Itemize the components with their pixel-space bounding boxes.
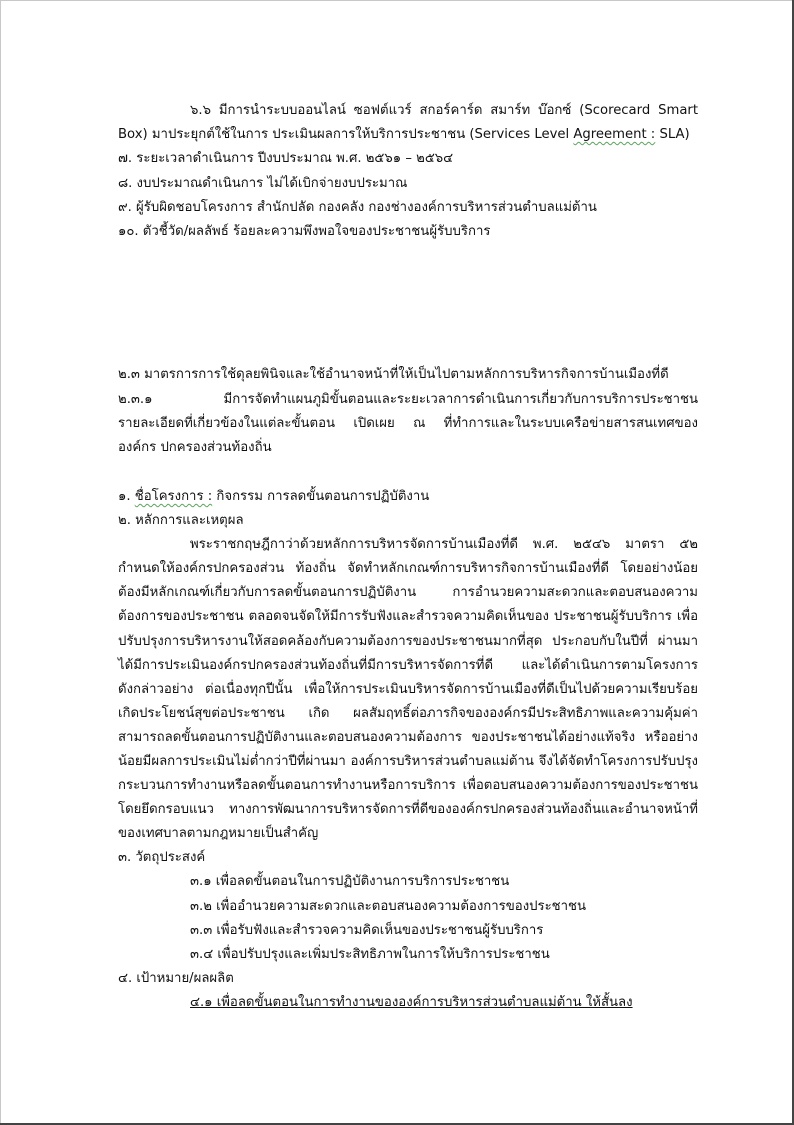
objective-3-1: ๓.๑ เพื่อลดขั้นตอนในการปฏิบัติงานการบริการประชาชน: [190, 874, 510, 889]
rationale-line-13: ของเทศบาลตามกฎหมายเป็นสำคัญ: [118, 826, 319, 841]
rationale-line-2: กำหนดให้องค์กรปกครองส่วน ท้องถิ่น จัดทำหลักเกณฑ์การบริหารกิจการบ้านเมืองที่ดี โดยอย่างน้อย: [118, 561, 698, 576]
rationale-line-6: ได้มีการประเมินองค์กรปกครองส่วนท้องถิ่นที่มีการบริหารจัดการที่ดี และได้ดำเนินการตามโครงการ: [118, 658, 698, 673]
rationale-line-3: ต้องมีหลักเกณฑ์เกี่ยวกับการลดขั้นตอนการปฏิบัติงาน การอำนวยความสะดวกและตอบสนองความ: [118, 585, 698, 600]
measure-2-3-1-line-1: ๒.๓.๑ มีการจัดทำแผนภูมิขั้นตอนและระยะเวลาการดำเนินการเกี่ยวกับการบริการประชาชน: [118, 392, 698, 407]
objective-3-4: ๓.๔ เพื่อปรับปรุงและเพิ่มประสิทธิภาพในการให้บริการประชาชน: [190, 947, 550, 962]
measure-2-3-heading: ๒.๓ มาตรการการใช้ดุลยพินิจและใช้อำนาจหน้าที่ให้เป็นไปตามหลักการบริหารกิจการบ้านเมืองที่ดี: [118, 367, 669, 382]
item-7-duration: ๗. ระยะเวลาดำเนินการ ปีงบประมาณ พ.ศ. ๒๕๖๑ – ๒๕๖๔: [118, 151, 454, 166]
item-8-budget: ๘. งบประมาณดำเนินการ ไม่ได้เบิกจ่ายงบประมาณ: [118, 176, 408, 191]
measure-2-3-1-line-2: รายละเอียดที่เกี่ยวข้องในแต่ละขั้นตอน เปิดเผย ณ ที่ทำการและในระบบเครือข่ายสารสนเทศของ: [118, 416, 698, 431]
item-6-6-agreement: Agreement :: [573, 127, 656, 142]
rationale-line-12: โดยยึดกรอบแนว ทางการพัฒนาการบริหารจัดการที่ดีขององค์กรปกครองส่วนท้องถิ่นและอำนาจหน้าที่: [118, 802, 698, 817]
item-6-6-line-2-post: SLA): [655, 127, 690, 142]
target-4-1: ๔.๑ เพื่อลดขั้นตอนในการทำงานขององค์การบริหารส่วนตำบลแม่ต้าน ให้สั้นลง: [190, 995, 633, 1010]
project-name-num: ๑.: [118, 489, 135, 504]
measure-2-3-1-line-3: องค์กร ปกครองส่วนท้องถิ่น: [118, 440, 272, 455]
item-6-6-line-2: [118, 125, 690, 145]
rationale-line-8: เกิดประโยชน์สุขต่อประชาชน เกิด ผลสัมฤทธิ์ต่อภารกิจขององค์กรมีประสิทธิภาพและความคุ้มค่า: [118, 706, 698, 721]
item-6-6-line-1: ๖.๖ มีการนำระบบออนไลน์ ซอฟต์แวร์ สกอร์คาร์ด สมาร์ท บ๊อกซ์ (Scorecard Smart: [190, 103, 698, 118]
project-name: [118, 487, 429, 507]
rationale-line-9: สามารถลดขั้นตอนการปฏิบัติงานและตอบสนองความต้องการ ของประชาชนได้อย่างแท้จริง หรืออย่าง: [118, 730, 698, 745]
rationale-line-10: น้อยมีผลการประเมินไม่ต่ำกว่าปีที่ผ่านมา องค์การบริหารส่วนตำบลแม่ต้าน จึงได้จัดทำโครงการปรับปรุง: [118, 754, 698, 769]
item-10-indicator: ๑๐. ตัวชี้วัด/ผลลัพธ์ ร้อยละความพึงพอใจของประชาชนผู้รับบริการ: [118, 224, 491, 239]
project-name-text: กิจกรรม การลดขั้นตอนการปฏิบัติงาน: [212, 489, 430, 504]
rationale-line-4: ต้องการของประชาชน ตลอดจนจัดให้มีการรับฟังและสำรวจความคิดเห็นของ ประชาชนผู้รับบริการ เพื่อ: [118, 609, 698, 624]
objective-3-2: ๓.๒ เพื่ออำนวยความสะดวกและตอบสนองความต้องการของประชาชน: [190, 899, 586, 914]
rationale-line-7: ดังกล่าวอย่าง ต่อเนื่องทุกปีนั้น เพื่อให้การประเมินบริหารจัดการบ้านเมืองที่ดีเป็นไปด้วยความเรียบร้อย: [118, 682, 698, 697]
rationale-line-11: กระบวนการทำงานหรือลดขั้นตอนการทำงานหรือการบริการ เพื่อตอบสนองความต้องการของประชาชน: [118, 778, 698, 793]
rationale-line-5: ปรับปรุงการบริหารงานให้สอดคล้องกับความต้องการของประชาชนมากที่สุด ประกอบกับในปีที่ ผ่านมา: [118, 634, 698, 649]
objective-3-3: ๓.๓ เพื่อรับฟังและสำรวจความคิดเห็นของประชาชนผู้รับบริการ: [190, 923, 544, 938]
item-9-responsible: ๙. ผู้รับผิดชอบโครงการ สำนักปลัด กองคลัง กองช่างองค์การบริหารส่วนตำบลแม่ต้าน: [118, 200, 597, 215]
rationale-heading: ๒. หลักการและเหตุผล: [118, 513, 244, 528]
objectives-heading: ๓. วัตถุประสงค์: [118, 850, 206, 865]
project-name-label: ชื่อโครงการ :: [134, 489, 213, 504]
rationale-line-1: พระราชกฤษฎีกาว่าด้วยหลักการบริหารจัดการบ้านเมืองที่ดี พ.ศ. ๒๕๔๖ มาตรา ๕๒: [190, 537, 698, 552]
item-6-6-line-2-pre: Box) มาประยุกต์ใช้ในการ ประเมินผลการให้บริการประชาชน (Services Level: [118, 127, 574, 142]
target-heading: ๔. เป้าหมาย/ผลผลิต: [118, 971, 234, 986]
